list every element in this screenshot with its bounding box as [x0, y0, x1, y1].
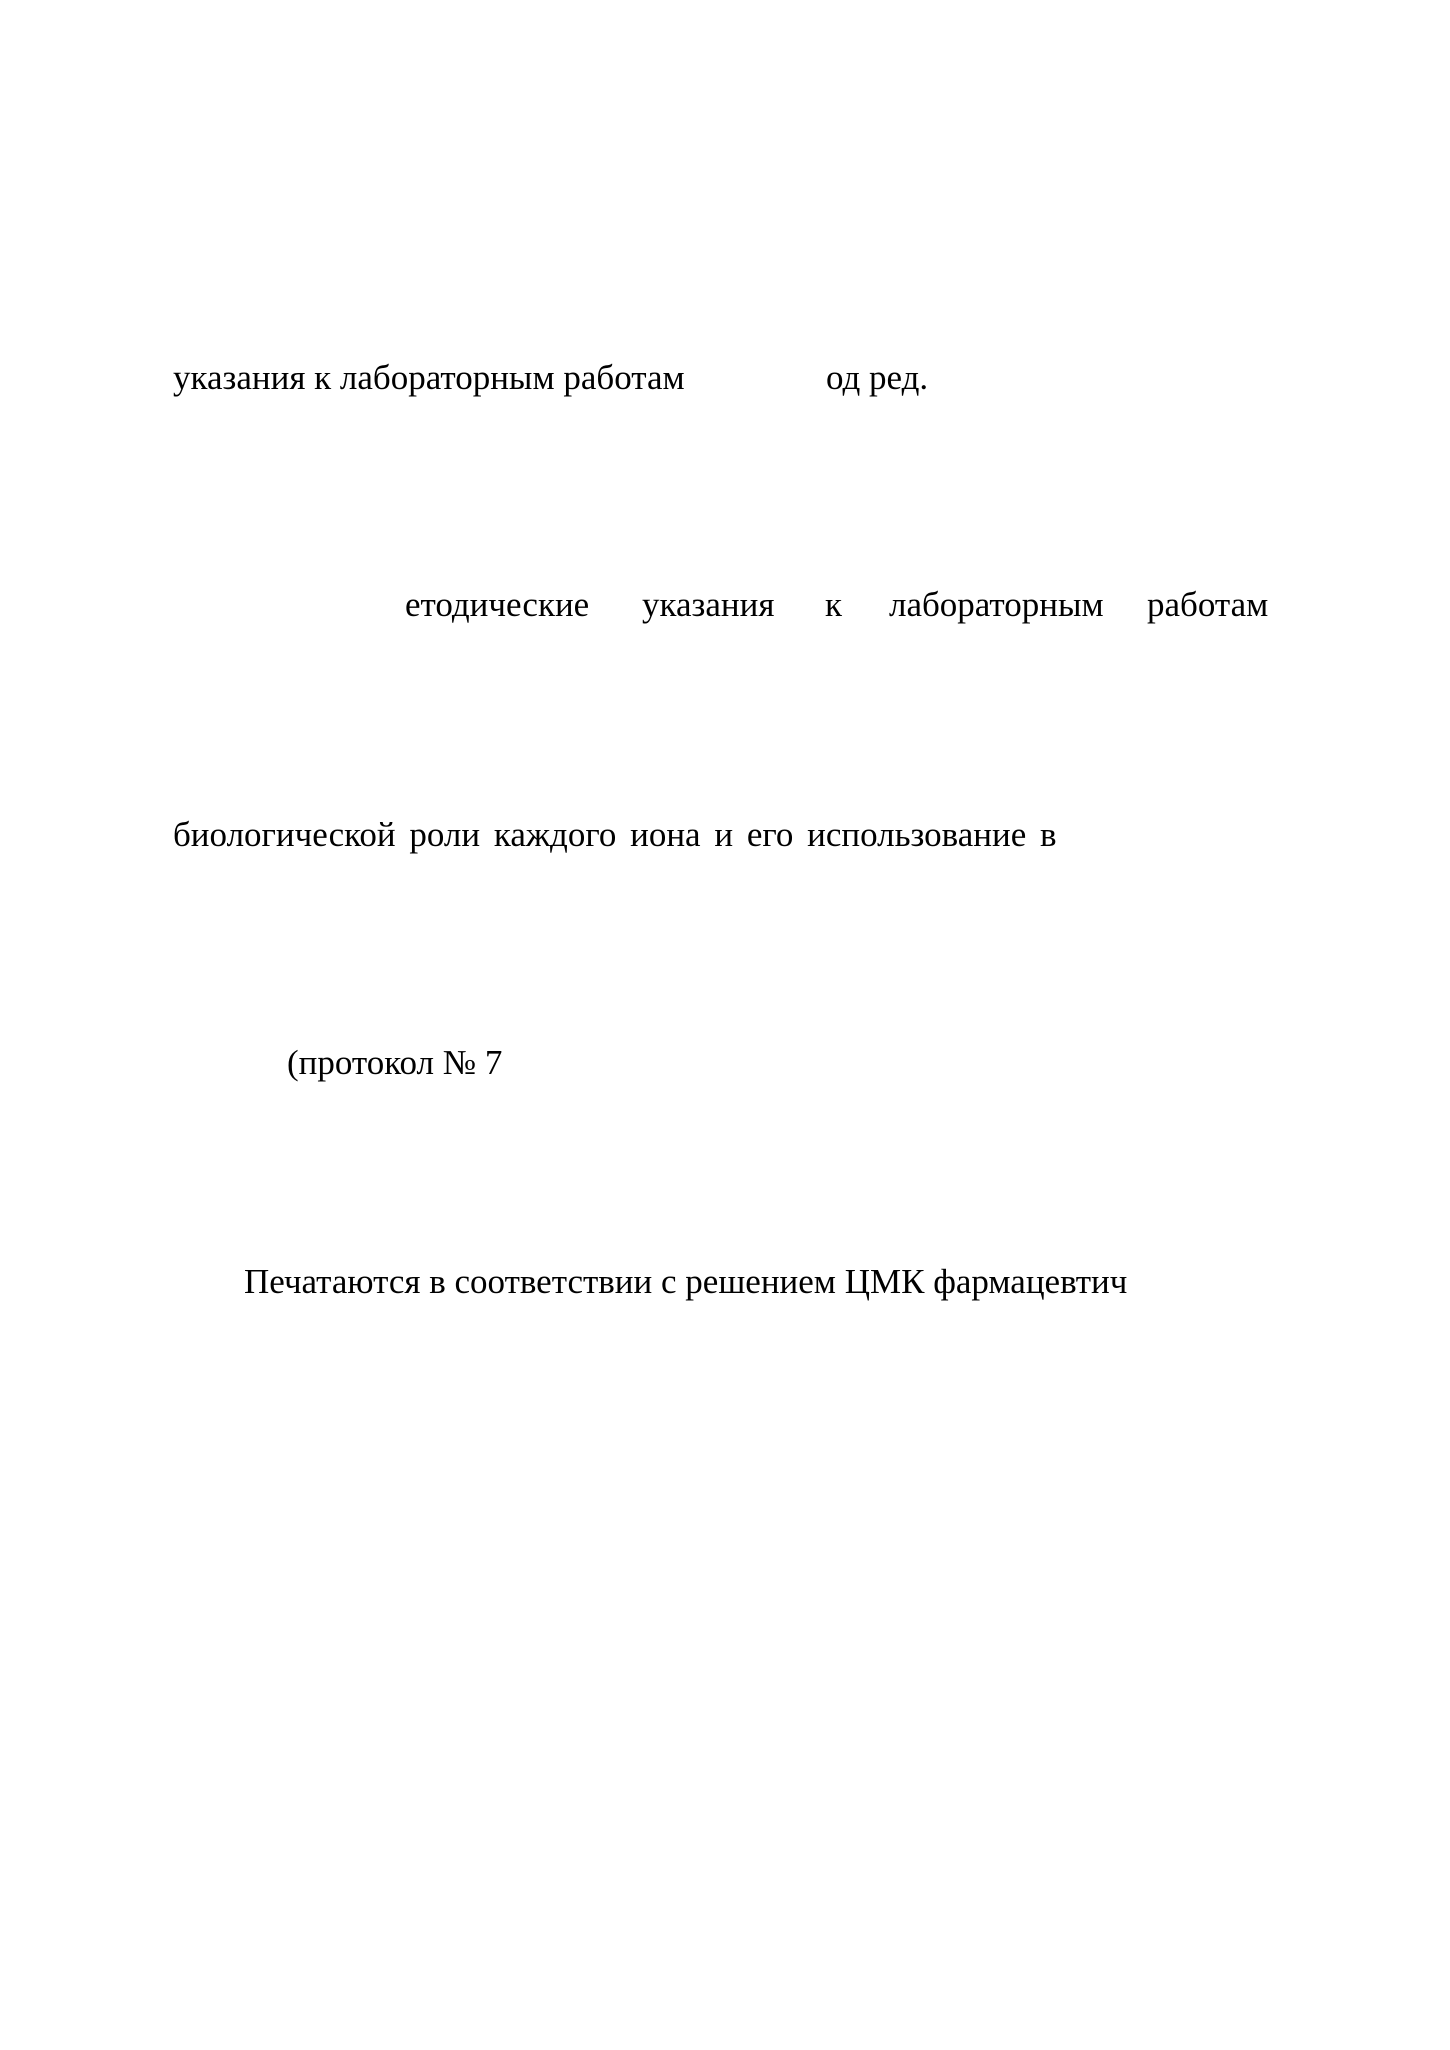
- line-1-part-b: од ред.: [826, 358, 929, 397]
- text-line-5: [244, 1262, 1344, 1302]
- text-line-1: [173, 358, 973, 398]
- line-2-word-1: етодические: [405, 585, 590, 624]
- line-1-part-a: указания к лабораторным работам: [173, 358, 685, 397]
- text-line-4: [287, 1043, 687, 1083]
- line-3-text: биологической роли каждого иона и его использование в: [173, 815, 1057, 854]
- line-2-word-2: указания: [642, 585, 775, 624]
- text-line-2: [405, 585, 1305, 625]
- line-4-text: (протокол № 7: [287, 1043, 503, 1082]
- line-2-word-5: работам: [1147, 585, 1269, 624]
- text-line-3: [173, 815, 1273, 855]
- line-2-word-3: к: [825, 585, 843, 624]
- line-5-text: Печатаются в соответствии с решением ЦМК фармацевтич: [244, 1262, 1128, 1301]
- line-2-word-4: лабораторным: [889, 585, 1104, 624]
